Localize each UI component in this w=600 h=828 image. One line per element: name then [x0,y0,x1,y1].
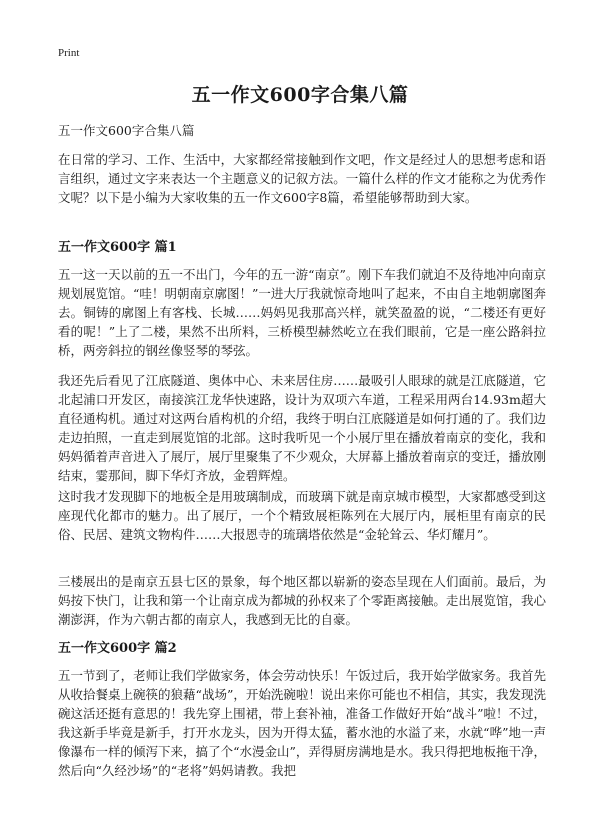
body-paragraph: 我还先后看见了江底隧道、奥体中心、未来居住房……最吸引人眼球的就是江底隧道，它北起浦口开发区，南接滨江龙华快速路，设计为双项六车道，工程采用两台14.93m超大直径通构机。通过对这两台盾构机的介绍，我终于明白江底隧道是如何打通的了。我们边走边拍照，一直走到展览馆的北部。这时我听见一个小展厅里在播放着南京的变化，我和妈妈循着声音进入了展厅，展厅里聚集了不少观众，大屏幕上播放着南京的变迁，播放刚结束，霎那间，脚下华灯齐放，金碧辉煌。 [58,373,546,483]
document-subtitle: 五一作文600字合集八篇 [58,123,195,138]
section-heading: 五一作文600字 篇2 [58,641,177,656]
body-paragraph: 五一这一天以前的五一不出门，今年的五一游“南京”。刚下车我们就迫不及待地冲向南京规划展览馆。“哇！明朝南京廓图！”一进大厅我就惊奇地叫了起来，不由自主地朝廓图奔去。铜铸的廓图上有客栈、长城……妈妈见我那高兴样，就笑盈盈的说，“二楼还有更好看的呢！”上了二楼，果然不出所料，三桥模型赫然屹立在我们眼前，它是一座公路斜拉桥，两旁斜拉的钢丝像竖琴的琴弦。 [58,267,546,358]
print-link[interactable]: Print [58,47,80,59]
body-paragraph: 三楼展出的是南京五县七区的景象，每个地区都以崭新的姿态呈现在人们面前。最后，为妈按下快门，让我和第一个让南京成为都城的孙权来了个零距离接触。走出展览馆，我心潮澎湃，作为六朝古都的南京人，我感到无比的自豪。 [58,574,546,627]
page-title: 五一作文600字合集八篇 [191,84,409,106]
body-paragraph: 这时我才发现脚下的地板全是用玻璃制成，而玻璃下就是南京城市模型，大家都感受到这座现代化都市的魅力。出了展厅，一个个精致展柜陈列在大展厅内，展柜里有南京的民俗、民居、建筑文物构件……大报恩寺的琉璃塔依然是“金轮耸云、华灯耀月”。 [58,489,546,542]
section-heading: 五一作文600字 篇1 [58,240,177,255]
intro-paragraph: 在日常的学习、工作、生活中，大家都经常接触到作文吧，作文是经过人的思想考虑和语言组织，通过文字来表达一个主题意义的记叙方法。一篇什么样的作文才能称之为优秀作文呢？以下是小编为大家收集的五一作文600字8篇，希望能够帮助到大家。 [58,152,546,205]
body-paragraph: 五一节到了，老师让我们学做家务，体会劳动快乐！午饭过后，我开始学做家务。我首先从收拾餐桌上碗筷的狼藉“战场”，开始洗碗啦！说出来你可能也不相信，其实，我发现洗碗这活还挺有意思的！我先穿上围裙，带上套补袖，准备工作做好开始“战斗”啦！不过，我这新手毕竟是新手，打开水龙头，因为开得太猛，蓄水池的水溢了来，水就“哗”地一声像瀑布一样的倾泻下来，搞了个“水漫金山”，弄得厨房满地是水。我只得把地板拖干净，然后向“久经沙场”的“老将”妈妈请教。我把 [58,668,546,778]
